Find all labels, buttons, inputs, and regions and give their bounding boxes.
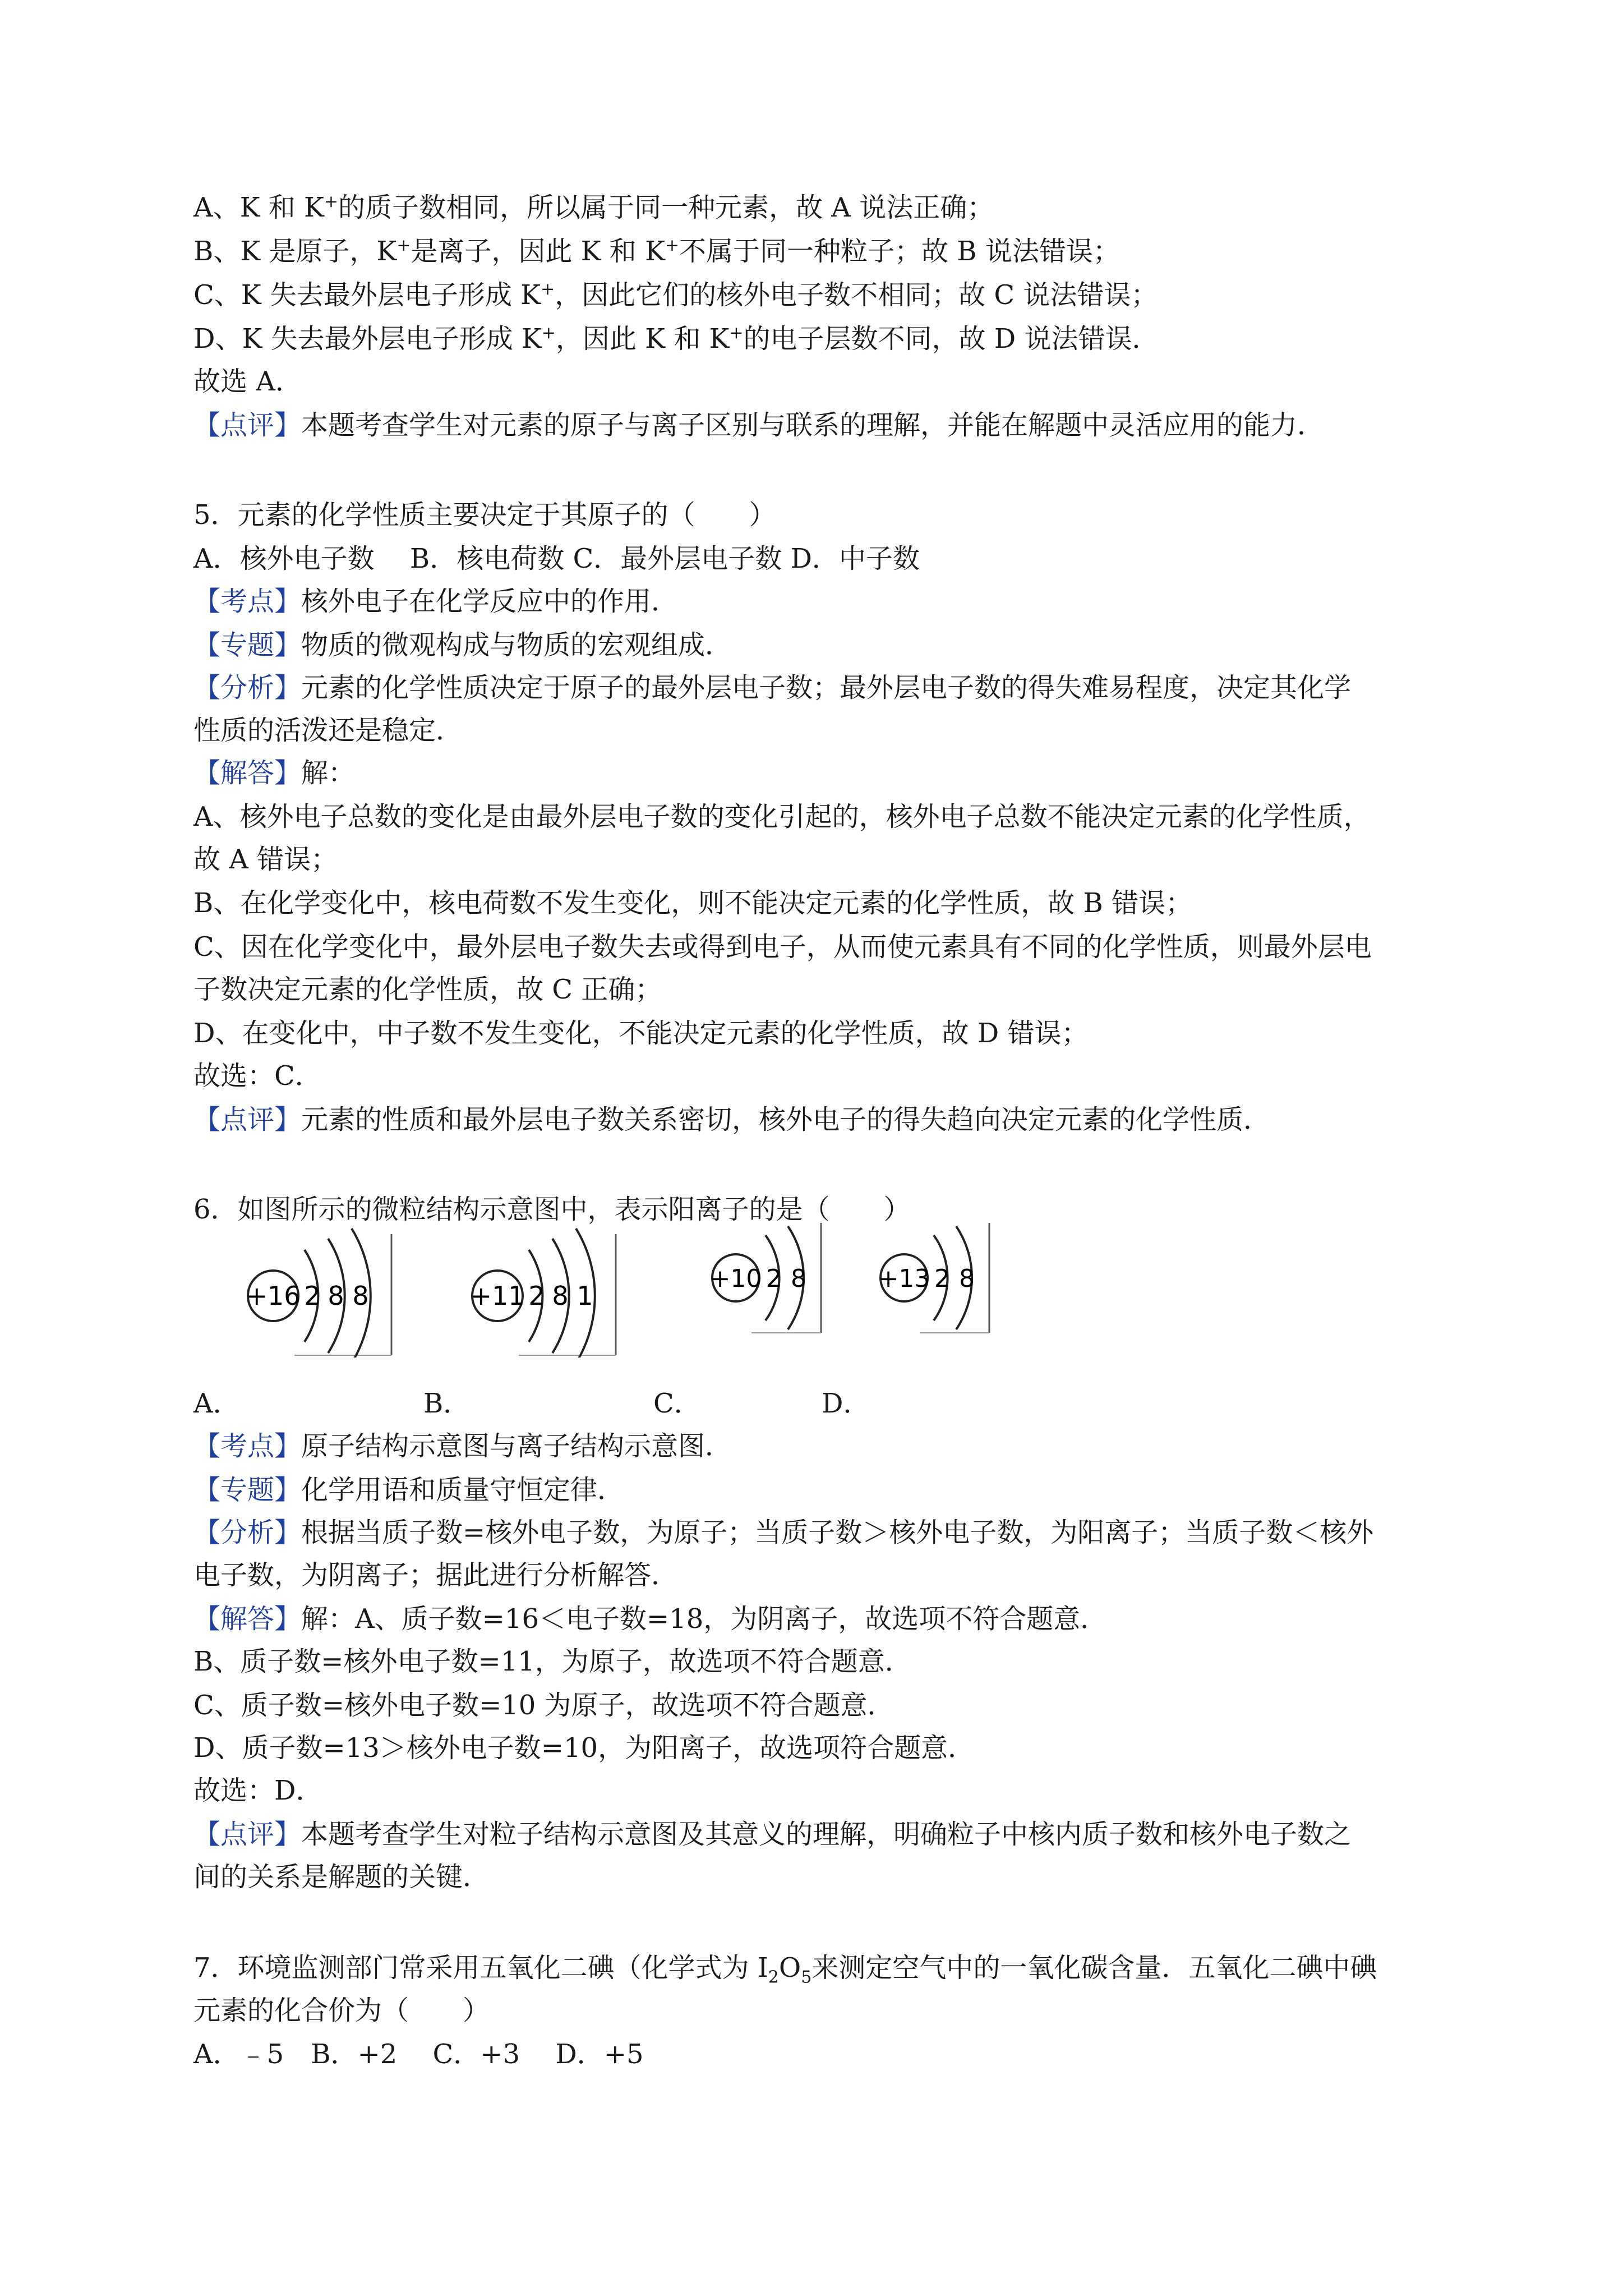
q6-choice: 故选：D． <box>193 1775 323 1806</box>
comment-tag: 【点评】 <box>193 409 302 441</box>
structure-diagram-c <box>701 1223 824 1335</box>
q5-dianping: 【点评】元素的性质和最外层电子数关系密切，核外电子的得失趋向决定元素的化学性质． <box>193 1104 1271 1135</box>
jieda-tag: 【解答】 <box>193 757 302 789</box>
q5-fenxi: 【分析】元素的化学性质决定于原子的最外层电子数；最外层电子数的得失难易程度，决定其化学 <box>193 672 1352 703</box>
shell-2-count: 8 <box>791 1264 806 1293</box>
q4-choice: 故选 A． <box>193 366 302 397</box>
q5-answer-c-cont: 子数决定元素的化学性质，故 C 正确； <box>193 974 662 1005</box>
q5-answer-b: B、在化学变化中，核电荷数不发生变化，则不能决定元素的化学性质，故 B 错误； <box>193 887 1193 919</box>
q6-fenxi: 【分析】根据当质子数=核外电子数，为原子；当质子数＞核外电子数，为阳离子；当质子数＜核外 <box>193 1517 1374 1548</box>
q6-zhuanti: 【专题】化学用语和质量守恒定律． <box>193 1474 625 1506</box>
nucleus-label: +16 <box>246 1281 301 1311</box>
fenxi-tag: 【分析】 <box>193 1517 302 1548</box>
shell-1-count: 2 <box>934 1264 950 1293</box>
shell-2-count: 8 <box>328 1281 344 1311</box>
option-d-label: D． <box>822 1388 870 1419</box>
structure-diagram-a <box>233 1223 395 1358</box>
shell-1-count: 2 <box>766 1264 782 1293</box>
q5-zhuanti: 【专题】物质的微观构成与物质的宏观组成． <box>193 629 732 661</box>
shell-2-count: 8 <box>959 1264 975 1293</box>
dianping-tag: 【点评】 <box>193 1104 302 1135</box>
q6-fenxi-cont: 电子数，为阴离子；据此进行分析解答． <box>193 1559 679 1591</box>
q5-choice: 故选：C． <box>193 1060 322 1092</box>
jieda-tag: 【解答】 <box>193 1603 302 1635</box>
q5-answer-d: D、在变化中，中子数不发生变化，不能决定元素的化学性质，故 D 错误； <box>193 1018 1089 1049</box>
structure-diagram-d <box>869 1223 993 1335</box>
q4-analysis-d: D、K 失去最外层电子形成 K+，因此 K 和 K+的电子层数不同，故 D 说法错误． <box>193 323 1159 355</box>
q6-answer-b: B、质子数=核外电子数=11，为原子，故选项不符合题意． <box>193 1646 912 1677</box>
option-c-label: C． <box>653 1388 701 1419</box>
q6-answer-d: D、质子数=13＞核外电子数=10，为阳离子，故选项符合题意． <box>193 1732 975 1764</box>
nucleus-label: +13 <box>878 1264 930 1293</box>
q5-answer-a-cont: 故 A 错误； <box>193 844 338 875</box>
nucleus-label: +10 <box>709 1264 762 1293</box>
option-b-label: B． <box>423 1388 471 1419</box>
zhuanti-tag: 【专题】 <box>193 1474 302 1506</box>
q4-analysis-c: C、K 失去最外层电子形成 K+，因此它们的核外电子数不相同；故 C 说法错误； <box>193 279 1158 311</box>
shell-3-count: 1 <box>577 1281 593 1311</box>
q4-analysis-a: A、K 和 K+的质子数相同，所以属于同一种元素，故 A 说法正确； <box>193 192 994 223</box>
fenxi-tag: 【分析】 <box>193 672 302 703</box>
q4-comment: 【点评】本题考查学生对元素的原子与离子区别与联系的理解，并能在解题中灵活应用的能力． <box>193 409 1325 441</box>
q6-dianping: 【点评】本题考查学生对粒子结构示意图及其意义的理解，明确粒子中核内质子数和核外电子数之 <box>193 1819 1352 1850</box>
structure-diagram-b <box>457 1223 620 1358</box>
q6-kaodian: 【考点】原子结构示意图与离子结构示意图． <box>193 1430 732 1462</box>
q7-options: A．﹣5 B．+2 C．+3 D．+5 <box>193 2039 644 2070</box>
q6-jieda: 【解答】解：A、质子数=16＜电子数=18，为阴离子，故选项不符合题意． <box>193 1603 1108 1635</box>
nucleus-label: +11 <box>470 1281 525 1311</box>
q6-dianping-cont: 间的关系是解题的关键． <box>193 1861 490 1893</box>
q5-fenxi-cont: 性质的活泼还是稳定． <box>193 715 463 746</box>
zhuanti-tag: 【专题】 <box>193 629 302 661</box>
kaodian-tag: 【考点】 <box>193 1430 302 1462</box>
shell-3-count: 8 <box>352 1281 369 1311</box>
q7-stem-cont: 元素的化合价为（ ） <box>193 1995 490 2026</box>
q7-stem: 7．环境监测部门常采用五氧化二碘（化学式为 $I_2O_5$来测定空气中的一氧化碳含量．五氧化二碘中碘 <box>193 1952 1377 1987</box>
shell-1-count: 2 <box>528 1281 545 1311</box>
q6-stem: 6．如图所示的微粒结构示意图中，表示阳离子的是（ ） <box>193 1194 911 1225</box>
shell-1-count: 2 <box>304 1281 321 1311</box>
q5-stem: 5．元素的化学性质主要决定于其原子的（ ） <box>193 499 776 531</box>
q5-answer-c: C、因在化学变化中，最外层电子数失去或得到电子，从而使元素具有不同的化学性质，则最外层电 <box>193 931 1372 963</box>
q5-kaodian: 【考点】核外电子在化学反应中的作用． <box>193 586 679 617</box>
shell-2-count: 8 <box>552 1281 569 1311</box>
option-a-label: A． <box>193 1388 240 1419</box>
q5-options: A．核外电子数 B．核电荷数 C．最外层电子数 D．中子数 <box>193 543 920 574</box>
q6-answer-c: C、质子数=核外电子数=10 为原子，故选项不符合题意． <box>193 1690 895 1721</box>
q5-answer-a: A、核外电子总数的变化是由最外层电子数的变化引起的，核外电子总数不能决定元素的化学性质， <box>193 801 1371 832</box>
q5-jieda: 【解答】解： <box>193 757 356 789</box>
kaodian-tag: 【考点】 <box>193 586 302 617</box>
q4-analysis-b: B、K 是原子，K+是离子，因此 K 和 K+不属于同一种粒子；故 B 说法错误； <box>193 236 1120 267</box>
dianping-tag: 【点评】 <box>193 1819 302 1850</box>
